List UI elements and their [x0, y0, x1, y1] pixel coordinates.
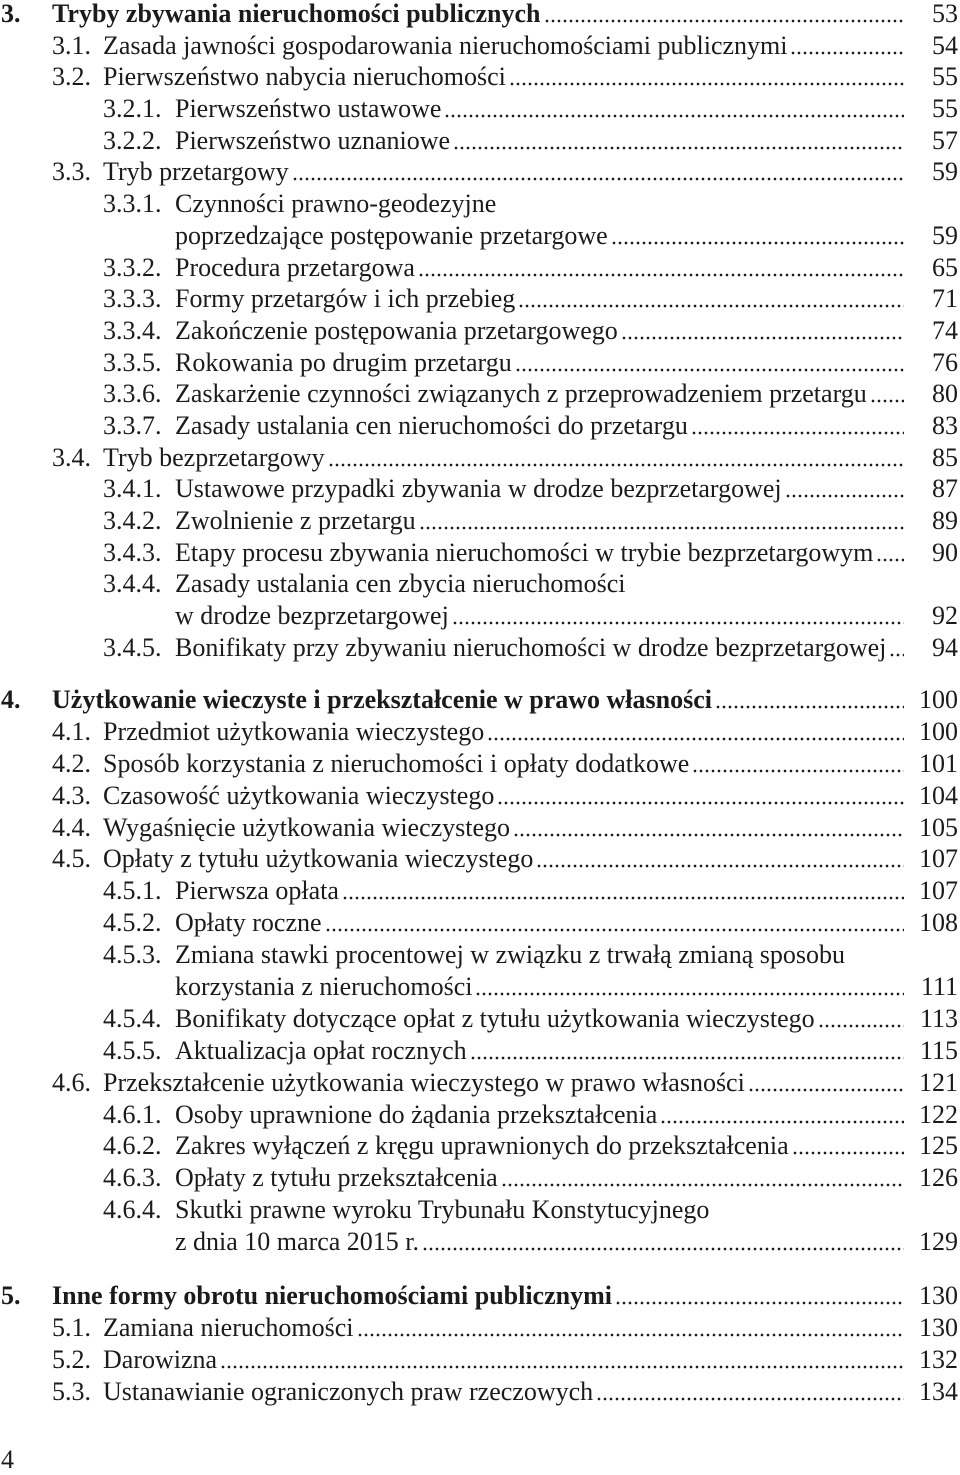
entry-title: Rokowania po drugim przetargu [175, 347, 512, 377]
entry-page-number: 90 [932, 537, 958, 567]
entry-number: 3.4.1. [103, 474, 162, 504]
entry-title: Opłaty z tytułu przekształcenia [175, 1163, 498, 1193]
entry-title-line-1: Zmiana stawki procentowej w związku z trwałą zmianą sposobu [175, 940, 845, 970]
entry-number: 5. [1, 1281, 21, 1310]
entry-number: 3.4.5. [103, 632, 162, 662]
entry-page-number: 59 [932, 157, 958, 187]
dot-leader [475, 971, 904, 1003]
dot-leader [889, 632, 904, 664]
entry-title: Darowizna [103, 1345, 218, 1374]
entry-number: 4.5.5. [103, 1035, 162, 1065]
dot-leader [418, 252, 904, 284]
entry-page-number: 121 [919, 1067, 958, 1097]
entry-page-number: 87 [932, 474, 958, 504]
dot-leader [596, 1376, 904, 1408]
entry-page-number: 129 [919, 1227, 958, 1257]
entry-page-number: 113 [919, 1003, 958, 1033]
entry-title: Zakończenie postępowania przetargowego [175, 315, 618, 345]
dot-leader [692, 748, 904, 780]
entry-title: Ustanawianie ograniczonych praw rzeczowych [103, 1377, 594, 1406]
dot-leader [660, 1099, 904, 1131]
entry-title: Sposób korzystania z nieruchomości i opłaty dodatkowe [103, 748, 690, 778]
entry-title: Tryb bezprzetargowy [103, 442, 325, 472]
entry-number: 4.6.4. [103, 1195, 162, 1225]
toc-subsection-entry [0, 632, 960, 664]
entry-page-number: 126 [919, 1163, 958, 1193]
entry-number: 3.4.2. [103, 506, 162, 535]
dot-leader [792, 1130, 904, 1162]
entry-number: 4.4. [52, 812, 91, 842]
dot-leader [518, 283, 904, 315]
toc-subsection-entry [0, 1194, 960, 1226]
entry-title: Pierwszeństwo uznaniowe [175, 125, 451, 155]
entry-number: 4.1. [52, 716, 91, 746]
dot-leader [501, 1162, 904, 1194]
toc-subsection-entry [0, 347, 960, 379]
entry-page-number: 130 [919, 1281, 958, 1310]
entry-page-number: 108 [919, 908, 958, 938]
entry-page-number: 85 [932, 442, 958, 472]
entry-title: Etapy procesu zbywania nieruchomości w trybie bezprzetargowym [175, 537, 874, 567]
toc-section-entry [0, 61, 960, 93]
entry-page-number: 65 [932, 252, 958, 282]
page-folio-number: 4 [1, 1445, 14, 1474]
entry-page-number: 80 [932, 379, 958, 409]
entry-title: Inne formy obrotu nieruchomościami publicznymi [52, 1281, 612, 1310]
toc-entry-continuation [0, 220, 960, 252]
entry-number: 4.6.1. [103, 1099, 162, 1129]
entry-title: Ustawowe przypadki zbywania w drodze bezprzetargowej [175, 474, 782, 504]
entry-number: 5.3. [52, 1377, 91, 1406]
dot-leader [785, 473, 904, 505]
toc-section-entry [0, 812, 960, 844]
toc-subsection-entry [0, 505, 960, 537]
entry-title: Czasowość użytkowania wieczystego [103, 780, 495, 810]
dot-leader [748, 1067, 904, 1099]
entry-page-number: 100 [919, 685, 958, 714]
toc-section-entry [0, 442, 960, 474]
entry-page-number: 55 [932, 94, 958, 124]
toc-subsection-entry [0, 875, 960, 907]
entry-title: Pierwsza opłata [175, 876, 339, 906]
entry-title-line-2: z dnia 10 marca 2015 r. [175, 1227, 420, 1257]
entry-title: Wygaśnięcie użytkowania wieczystego [103, 812, 511, 842]
toc-subsection-entry [0, 537, 960, 569]
dot-leader [342, 875, 904, 907]
entry-number: 4.6.3. [103, 1163, 162, 1193]
entry-number: 3.2.2. [103, 125, 162, 155]
entry-page-number: 115 [919, 1035, 958, 1065]
entry-page-number: 101 [919, 748, 958, 778]
entry-number: 4.5. [52, 844, 91, 874]
dot-leader [453, 125, 904, 157]
entry-number: 4. [1, 685, 21, 714]
entry-title: Zwolnienie z przetargu [175, 506, 416, 535]
entry-page-number: 55 [932, 62, 958, 92]
entry-number: 3.4.4. [103, 569, 162, 599]
toc-subsection-entry [0, 1003, 960, 1035]
dot-leader [876, 537, 904, 569]
dot-leader [790, 30, 904, 62]
toc-chapter-entry [0, 684, 960, 716]
toc-entry-continuation [0, 971, 960, 1003]
toc-subsection-entry [0, 188, 960, 220]
entry-title: Zaskarżenie czynności związanych z przeprowadzeniem przetargu [175, 379, 867, 409]
entry-page-number: 122 [919, 1099, 958, 1129]
toc-section-entry [0, 780, 960, 812]
entry-title-line-2: w drodze bezprzetargowej [175, 601, 449, 631]
entry-page-number: 130 [919, 1313, 958, 1342]
entry-title: Osoby uprawnione do żądania przekształcenia [175, 1099, 658, 1129]
entry-number: 5.1. [52, 1313, 91, 1342]
dot-leader [325, 907, 904, 939]
dot-leader [509, 61, 904, 93]
entry-page-number: 76 [932, 347, 958, 377]
entry-page-number: 105 [919, 812, 958, 842]
dot-leader [452, 600, 904, 632]
toc-subsection-entry [0, 315, 960, 347]
toc-subsection-entry [0, 907, 960, 939]
dot-leader [470, 1035, 904, 1067]
dot-leader [818, 1003, 904, 1035]
entry-number: 5.2. [52, 1345, 91, 1374]
toc-chapter-4-block [0, 684, 960, 1258]
entry-title: Zamiana nieruchomości [103, 1313, 354, 1342]
toc-subsection-entry [0, 252, 960, 284]
entry-title: Bonifikaty dotyczące opłat z tytułu użytkowania wieczystego [175, 1003, 815, 1033]
entry-title: Zasada jawności gospodarowania nieruchomościami publicznymi [103, 30, 788, 60]
entry-number: 3.2. [52, 62, 91, 92]
toc-section-entry [0, 156, 960, 188]
entry-page-number: 71 [932, 284, 958, 314]
entry-title: Formy przetargów i ich przebieg [175, 284, 516, 314]
toc-subsection-entry [0, 125, 960, 157]
entry-title: Procedura przetargowa [175, 252, 415, 282]
dot-leader [497, 780, 904, 812]
dot-leader [328, 442, 904, 474]
toc-section-entry [0, 1376, 960, 1408]
entry-page-number: 57 [932, 125, 958, 155]
entry-title-line-1: Czynności prawno-geodezyjne [175, 189, 497, 219]
dot-leader [715, 684, 904, 716]
toc-chapter-entry [0, 1280, 960, 1312]
toc-section-entry [0, 716, 960, 748]
entry-page-number: 107 [919, 844, 958, 874]
toc-subsection-entry [0, 473, 960, 505]
entry-number: 4.5.4. [103, 1003, 162, 1033]
entry-number: 3.3.7. [103, 410, 162, 440]
entry-number: 3.2.1. [103, 94, 162, 124]
entry-page-number: 94 [932, 632, 958, 662]
dot-leader [220, 1344, 904, 1376]
entry-number: 3. [1, 0, 21, 28]
entry-title: Użytkowanie wieczyste i przekształcenie w prawo własności [52, 685, 712, 714]
toc-chapter-entry [0, 0, 960, 30]
entry-page-number: 74 [932, 315, 958, 345]
entry-title: Opłaty roczne [175, 908, 322, 938]
dot-leader [544, 0, 904, 30]
entry-page-number: 125 [919, 1131, 958, 1161]
entry-page-number: 132 [919, 1345, 958, 1374]
entry-number: 4.5.3. [103, 940, 162, 970]
dot-leader [292, 156, 904, 188]
entry-title: Tryby zbywania nieruchomości publicznych [52, 0, 541, 28]
dot-leader [422, 1226, 904, 1258]
entry-number: 4.2. [52, 748, 91, 778]
toc-section-entry [0, 1067, 960, 1099]
entry-title-line-1: Zasady ustalania cen zbycia nieruchomości [175, 569, 626, 599]
entry-page-number: 53 [932, 0, 958, 28]
dot-leader [621, 315, 904, 347]
toc-section-entry [0, 30, 960, 62]
entry-page-number: 92 [932, 601, 958, 631]
toc-entry-continuation [0, 1226, 960, 1258]
toc-section-entry [0, 1344, 960, 1376]
entry-number: 3.3.5. [103, 347, 162, 377]
entry-number: 4.6.2. [103, 1131, 162, 1161]
toc-subsection-entry [0, 410, 960, 442]
dot-leader [611, 220, 904, 252]
toc-section-entry [0, 843, 960, 875]
entry-title: Pierwszeństwo ustawowe [175, 94, 442, 124]
toc-subsection-entry [0, 568, 960, 600]
dot-leader [444, 93, 904, 125]
entry-title: Zasady ustalania cen nieruchomości do przetargu [175, 410, 688, 440]
entry-title-line-2: korzystania z nieruchomości [175, 972, 473, 1002]
entry-title-line-2: poprzedzające postępowanie przetargowe [175, 220, 608, 250]
entry-title: Tryb przetargowy [103, 157, 289, 187]
dot-leader [513, 812, 904, 844]
entry-number: 3.3.3. [103, 284, 162, 314]
toc-subsection-entry [0, 1162, 960, 1194]
toc-subsection-entry [0, 1035, 960, 1067]
dot-leader [691, 410, 904, 442]
toc-section-entry [0, 748, 960, 780]
dot-leader [419, 505, 904, 537]
entry-page-number: 104 [919, 780, 958, 810]
toc-section-entry [0, 1312, 960, 1344]
toc-chapter-3-block [0, 0, 960, 663]
dot-leader [487, 716, 904, 748]
toc-subsection-entry [0, 378, 960, 410]
entry-page-number: 111 [920, 972, 958, 1002]
entry-page-number: 100 [919, 716, 958, 746]
entry-number: 3.3.6. [103, 379, 162, 409]
dot-leader [536, 843, 904, 875]
dot-leader [615, 1280, 904, 1312]
entry-number: 4.3. [52, 780, 91, 810]
entry-page-number: 83 [932, 410, 958, 440]
entry-title: Pierwszeństwo nabycia nieruchomości [103, 62, 506, 92]
toc-subsection-entry [0, 1099, 960, 1131]
entry-page-number: 134 [919, 1377, 958, 1406]
toc-entry-continuation [0, 600, 960, 632]
entry-number: 4.5.1. [103, 876, 162, 906]
dot-leader [870, 378, 904, 410]
entry-number: 3.3.1. [103, 189, 162, 219]
entry-number: 3.3. [52, 157, 91, 187]
entry-title-line-1: Skutki prawne wyroku Trybunału Konstytucyjnego [175, 1195, 710, 1225]
toc-subsection-entry [0, 283, 960, 315]
dot-leader [357, 1312, 904, 1344]
entry-number: 3.4. [52, 442, 91, 472]
entry-title: Opłaty z tytułu użytkowania wieczystego [103, 844, 534, 874]
dot-leader [515, 347, 904, 379]
entry-number: 4.6. [52, 1067, 91, 1097]
entry-number: 3.1. [52, 30, 91, 60]
entry-page-number: 54 [932, 30, 958, 60]
entry-number: 3.4.3. [103, 537, 162, 567]
toc-subsection-entry [0, 939, 960, 971]
toc-chapter-5-block [0, 1280, 960, 1408]
entry-page-number: 107 [919, 876, 958, 906]
entry-title: Zakres wyłączeń z kręgu uprawnionych do przekształcenia [175, 1131, 789, 1161]
entry-number: 3.3.2. [103, 252, 162, 282]
entry-title: Bonifikaty przy zbywaniu nieruchomości w drodze bezprzetargowej [175, 632, 887, 662]
entry-page-number: 59 [932, 220, 958, 250]
entry-number: 4.5.2. [103, 908, 162, 938]
entry-title: Aktualizacja opłat rocznych [175, 1035, 467, 1065]
entry-title: Przedmiot użytkowania wieczystego [103, 716, 485, 746]
entry-title: Przekształcenie użytkowania wieczystego w prawo własności [103, 1067, 745, 1097]
entry-page-number: 89 [932, 506, 958, 535]
entry-number: 3.3.4. [103, 315, 162, 345]
toc-subsection-entry [0, 93, 960, 125]
toc-subsection-entry [0, 1130, 960, 1162]
